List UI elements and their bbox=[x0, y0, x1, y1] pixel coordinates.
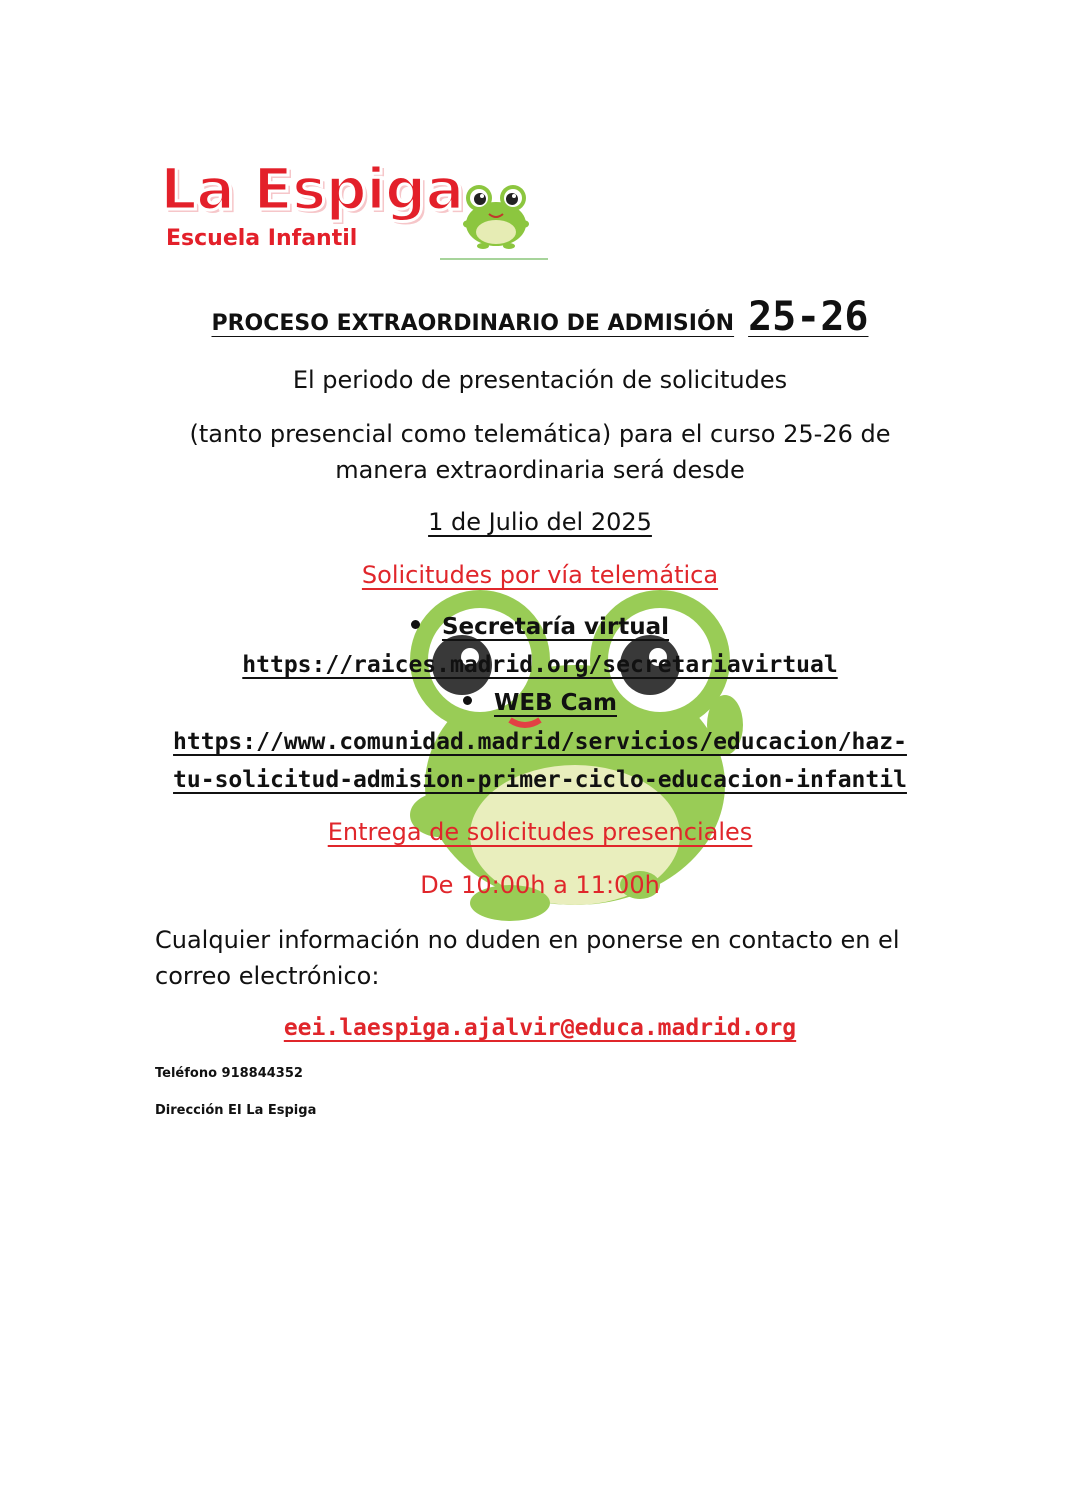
signature: Dirección EI La Espiga bbox=[155, 1103, 317, 1118]
logo-subtitle: Escuela Infantil bbox=[166, 226, 358, 251]
bullet-webcam bbox=[0, 690, 1080, 716]
inperson-heading: Entrega de solicitudes presenciales bbox=[327, 818, 753, 846]
secretaria-url[interactable]: https://raices.madrid.org/secretariavirtual bbox=[242, 652, 838, 678]
logo-title: La Espiga bbox=[160, 155, 464, 223]
webcam-url-line-2[interactable]: tu-solicitud-admision-primer-ciclo-educacion-infantil bbox=[173, 767, 907, 793]
phone-number: Teléfono 918844352 bbox=[155, 1066, 303, 1081]
bullet-dot-icon bbox=[411, 620, 420, 629]
online-heading: Solicitudes por vía telemática bbox=[361, 561, 719, 589]
start-date: 1 de Julio del 2025 bbox=[428, 508, 652, 536]
webcam-url-line-1[interactable]: https://www.comunidad.madrid/servicios/educacion/haz- bbox=[173, 729, 907, 755]
intro-line-2: (tanto presencial como telemática) para el curso 25-26 de bbox=[189, 420, 891, 448]
contact-email[interactable]: eei.laespiga.ajalvir@educa.madrid.org bbox=[283, 1015, 797, 1041]
intro-line-3: manera extraordinaria será desde bbox=[335, 456, 745, 484]
intro-line-1: El periodo de presentación de solicitudes bbox=[292, 366, 788, 394]
bullet-secretaria-label[interactable]: Secretaría virtual bbox=[441, 614, 669, 640]
page-title bbox=[0, 294, 1080, 340]
contact-line-2: correo electrónico: bbox=[155, 962, 380, 990]
contact-line-1: Cualquier información no duden en ponerse en contacto en el bbox=[155, 926, 900, 954]
logo-divider bbox=[440, 258, 548, 260]
bullet-dot-icon bbox=[463, 696, 472, 705]
bullet-secretaria bbox=[0, 614, 1080, 640]
office-hours: De 10:00h a 11:00h bbox=[420, 871, 660, 899]
bullet-webcam-label[interactable]: WEB Cam bbox=[494, 690, 617, 716]
frog-logo-icon bbox=[455, 180, 537, 252]
title-text: PROCESO EXTRAORDINARIO DE ADMISIÓN bbox=[211, 311, 735, 336]
title-year: 25-26 bbox=[748, 294, 869, 340]
